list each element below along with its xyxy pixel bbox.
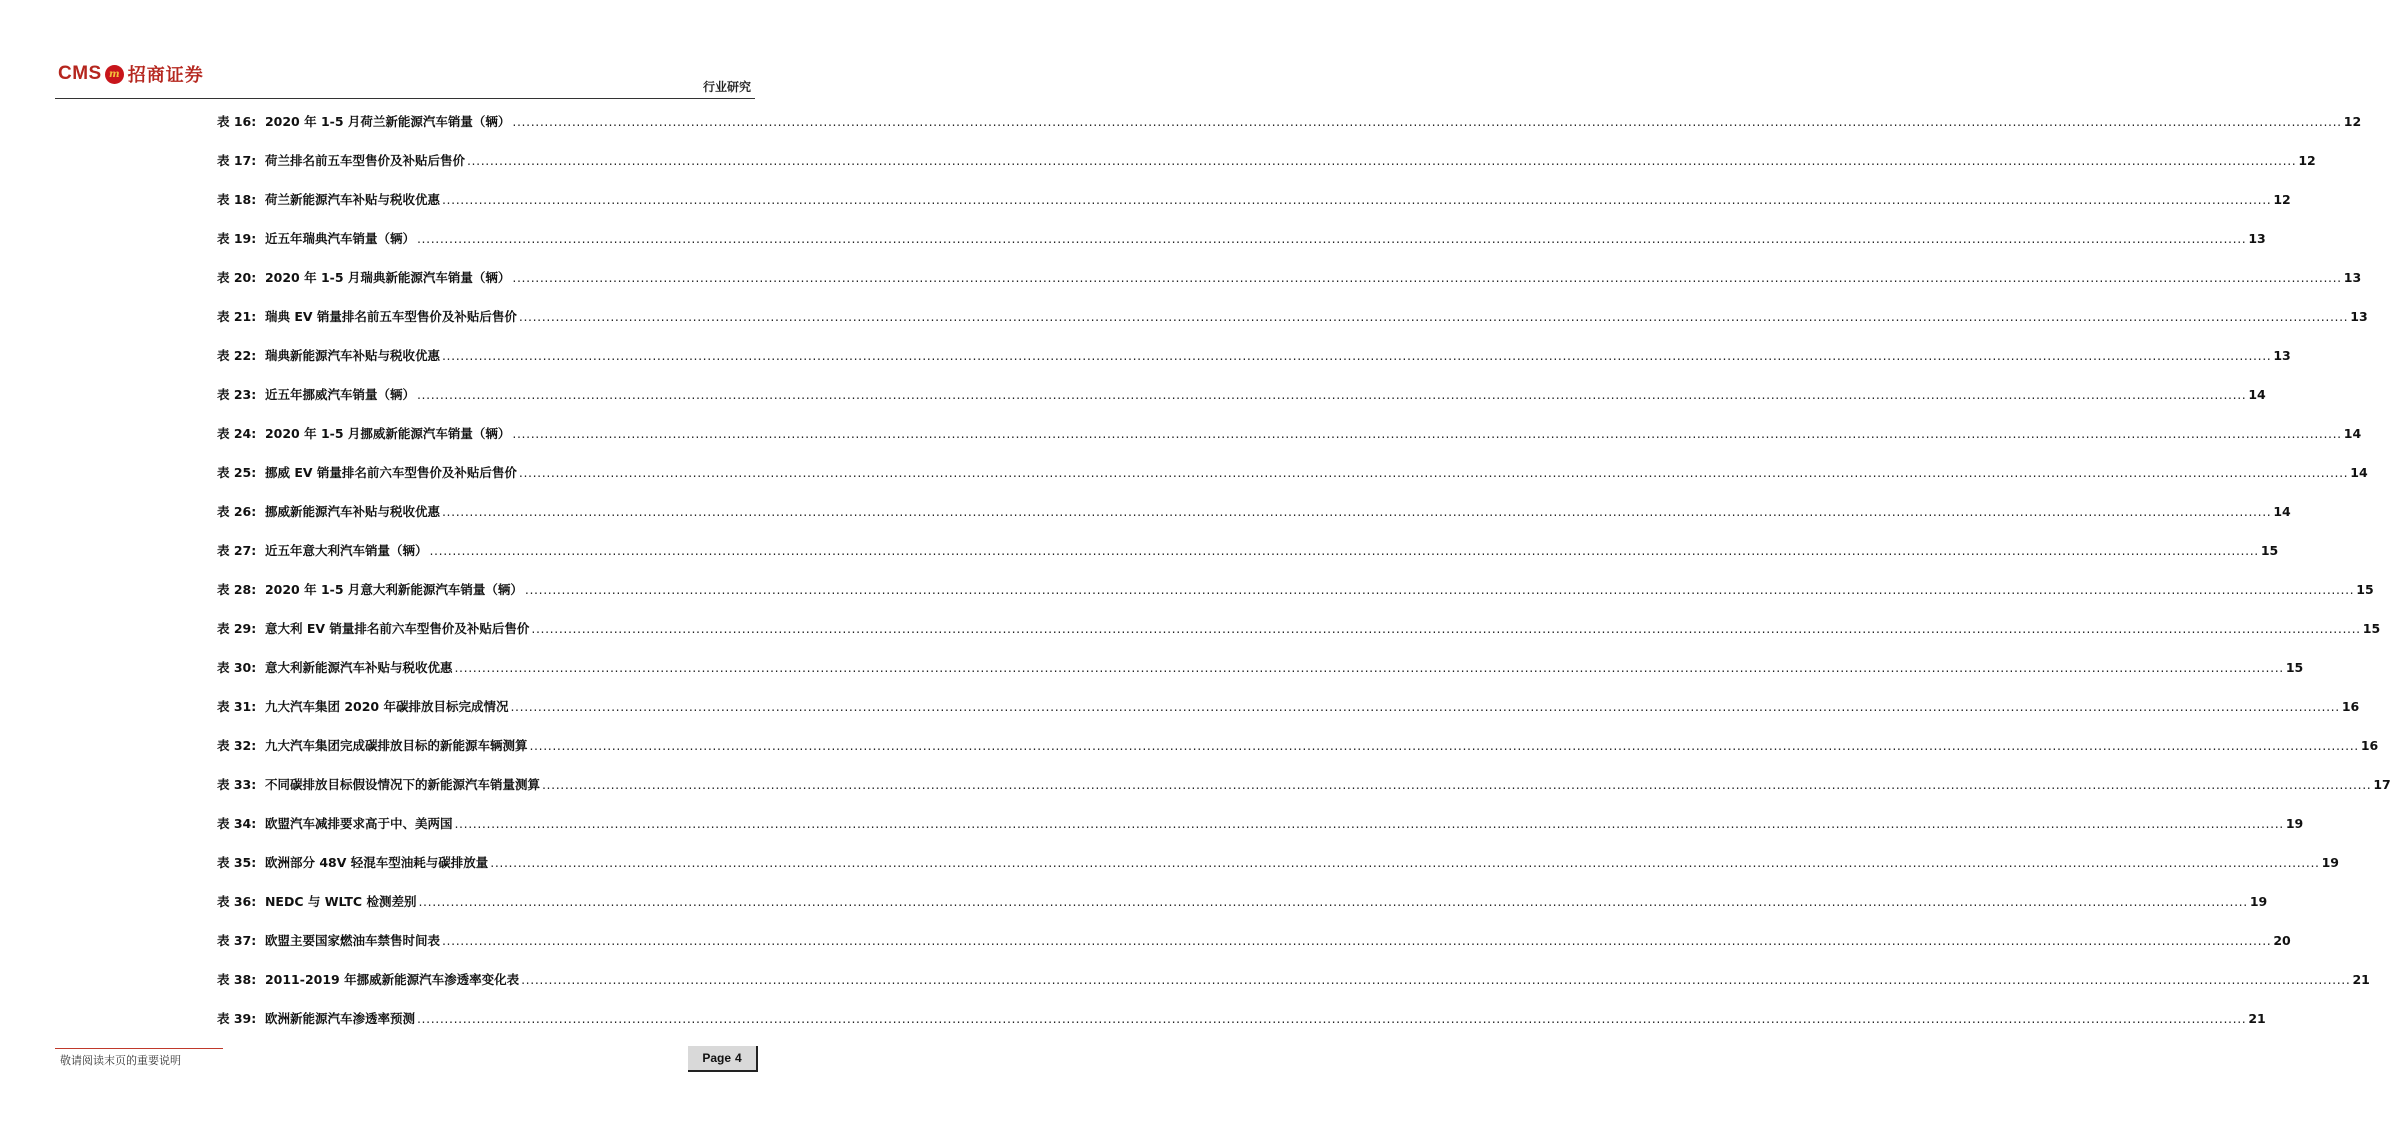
- toc-dot-leader: ................................................................................................................................................................................................................................................................................................................................................................................................................: [441, 192, 2272, 207]
- toc-dot-leader: ................................................................................................................................................................................................................................................................................................................................................................................................................: [531, 621, 2361, 636]
- toc-entry[interactable]: [217, 502, 2291, 522]
- toc-dot-leader: ................................................................................................................................................................................................................................................................................................................................................................................................................: [466, 153, 2297, 168]
- toc-entry-title: 九大汽车集团 2020 年碳排放目标完成情况: [264, 699, 509, 714]
- toc-entry-label: 表 16:: [217, 114, 257, 129]
- toc-dot-leader: ................................................................................................................................................................................................................................................................................................................................................................................................................: [518, 309, 2349, 324]
- toc-entry-page: 19: [2249, 894, 2268, 909]
- toc-entry-title: 意大利 EV 销量排名前六车型售价及补贴后售价: [264, 621, 530, 636]
- toc-entry-label: 表 31:: [217, 699, 257, 714]
- toc-entry-title: 2020 年 1-5 月荷兰新能源汽车销量（辆）: [264, 114, 511, 129]
- toc-entry-title: 2020 年 1-5 月意大利新能源汽车销量（辆）: [264, 582, 523, 597]
- toc-entry[interactable]: [217, 346, 2291, 366]
- toc-entry-page: 14: [2273, 504, 2291, 519]
- toc-entry-title: 欧洲新能源汽车渗透率预测: [264, 1011, 415, 1026]
- toc-entry[interactable]: [217, 892, 2268, 912]
- toc-entry[interactable]: [217, 970, 2370, 990]
- logo-cms-text: CMS: [58, 63, 102, 84]
- toc-entry-page: 13: [2343, 270, 2362, 285]
- toc-entry[interactable]: [217, 112, 2362, 132]
- toc-entry-title: 瑞典新能源汽车补贴与税收优惠: [264, 348, 440, 363]
- toc-entry-label: 表 30:: [217, 660, 257, 675]
- toc-entry-title: 近五年瑞典汽车销量（辆）: [264, 231, 415, 246]
- toc-entry-page: 19: [2321, 855, 2340, 870]
- toc-entry-page: 15: [2285, 660, 2304, 675]
- toc-entry-title: NEDC 与 WLTC 检测差别: [264, 894, 417, 909]
- toc-dot-leader: ................................................................................................................................................................................................................................................................................................................................................................................................................: [454, 816, 2284, 831]
- toc-entry[interactable]: [217, 697, 2360, 717]
- toc-entry-page: 14: [2350, 465, 2368, 480]
- toc-entry-page: 15: [2260, 543, 2279, 558]
- toc-entry[interactable]: [217, 307, 2368, 327]
- toc-entry-label: 表 38:: [217, 972, 257, 987]
- toc-dot-leader: ................................................................................................................................................................................................................................................................................................................................................................................................................: [529, 738, 2359, 753]
- page-header: [0, 0, 793, 100]
- toc-entry-label: 表 24:: [217, 426, 257, 441]
- toc-entry[interactable]: [217, 229, 2266, 249]
- toc-entry-label: 表 17:: [217, 153, 257, 168]
- toc-entry-label: 表 39:: [217, 1011, 257, 1026]
- toc-entry[interactable]: [217, 853, 2340, 873]
- toc-dot-leader: ................................................................................................................................................................................................................................................................................................................................................................................................................: [518, 465, 2349, 480]
- toc-entry-page: 13: [2350, 309, 2368, 324]
- toc-entry-label: 表 34:: [217, 816, 257, 831]
- toc-dot-leader: ................................................................................................................................................................................................................................................................................................................................................................................................................: [429, 543, 2259, 558]
- toc-entry-title: 荷兰排名前五车型售价及补贴后售价: [264, 153, 465, 168]
- logo-badge-icon: m: [105, 65, 124, 84]
- toc-entry-page: 21: [2352, 972, 2370, 987]
- toc-entry-title: 九大汽车集团完成碳排放目标的新能源车辆测算: [264, 738, 528, 753]
- toc-dot-leader: ................................................................................................................................................................................................................................................................................................................................................................................................................: [512, 114, 2342, 129]
- toc-entry-label: 表 35:: [217, 855, 257, 870]
- toc-entry-label: 表 33:: [217, 777, 257, 792]
- toc-entry-page: 19: [2285, 816, 2304, 831]
- toc-entry-label: 表 19:: [217, 231, 257, 246]
- toc-entry-title: 欧盟主要国家燃油车禁售时间表: [264, 933, 440, 948]
- toc-entry-page: 14: [2343, 426, 2362, 441]
- section-label: 行业研究: [702, 80, 751, 94]
- toc-entry-title: 挪威新能源汽车补贴与税收优惠: [264, 504, 440, 519]
- toc-dot-leader: ................................................................................................................................................................................................................................................................................................................................................................................................................: [441, 933, 2272, 948]
- toc-entry-label: 表 22:: [217, 348, 257, 363]
- toc-dot-leader: ................................................................................................................................................................................................................................................................................................................................................................................................................: [418, 894, 2248, 909]
- page-number-box: [688, 1046, 758, 1072]
- toc-entry-label: 表 26:: [217, 504, 257, 519]
- toc-entry-page: 15: [2362, 621, 2381, 636]
- toc-entry[interactable]: [217, 385, 2266, 405]
- footer-divider: [55, 1048, 223, 1049]
- toc-entry[interactable]: [217, 775, 2391, 795]
- toc-entry-label: 表 23:: [217, 387, 257, 402]
- toc-entry-title: 不同碳排放目标假设情况下的新能源汽车销量测算: [264, 777, 540, 792]
- toc-entry-page: 12: [2298, 153, 2316, 168]
- toc-entry[interactable]: [217, 190, 2291, 210]
- toc-entry-label: 表 37:: [217, 933, 257, 948]
- toc-entry-label: 表 28:: [217, 582, 257, 597]
- toc-entry-title: 2020 年 1-5 月瑞典新能源汽车销量（辆）: [264, 270, 511, 285]
- toc-entry-page: 13: [2273, 348, 2291, 363]
- page-number: 4: [735, 1051, 742, 1065]
- toc-entry-title: 意大利新能源汽车补贴与税收优惠: [264, 660, 453, 675]
- toc-entry[interactable]: [217, 658, 2304, 678]
- toc-entry-title: 挪威 EV 销量排名前六车型售价及补贴后售价: [264, 465, 517, 480]
- toc-dot-leader: ................................................................................................................................................................................................................................................................................................................................................................................................................: [416, 1011, 2247, 1026]
- toc-entry-title: 近五年意大利汽车销量（辆）: [264, 543, 428, 558]
- toc-dot-leader: ................................................................................................................................................................................................................................................................................................................................................................................................................: [454, 660, 2284, 675]
- toc-entry[interactable]: [217, 268, 2362, 288]
- toc-dot-leader: ................................................................................................................................................................................................................................................................................................................................................................................................................: [512, 426, 2342, 441]
- toc-dot-leader: ................................................................................................................................................................................................................................................................................................................................................................................................................: [512, 270, 2342, 285]
- disclaimer-note: 敬请阅读末页的重要说明: [60, 1054, 181, 1067]
- toc-dot-leader: ................................................................................................................................................................................................................................................................................................................................................................................................................: [510, 699, 2340, 714]
- toc-entry-title: 欧盟汽车减排要求高于中、美两国: [264, 816, 453, 831]
- cms-logo: [58, 60, 204, 88]
- toc-entry[interactable]: [217, 151, 2316, 171]
- toc-dot-leader: ................................................................................................................................................................................................................................................................................................................................................................................................................: [521, 972, 2351, 987]
- toc-dot-leader: ................................................................................................................................................................................................................................................................................................................................................................................................................: [441, 504, 2272, 519]
- header-divider: [55, 98, 755, 99]
- toc-entry[interactable]: [217, 736, 2379, 756]
- toc-entry-label: 表 27:: [217, 543, 257, 558]
- toc-entry-page: 16: [2360, 738, 2379, 753]
- toc-entry[interactable]: [217, 931, 2291, 951]
- toc-entry-label: 表 29:: [217, 621, 257, 636]
- toc-dot-leader: ................................................................................................................................................................................................................................................................................................................................................................................................................: [490, 855, 2320, 870]
- toc-entry-page: 12: [2343, 114, 2362, 129]
- toc-entry-title: 2020 年 1-5 月挪威新能源汽车销量（辆）: [264, 426, 511, 441]
- toc-entry-title: 瑞典 EV 销量排名前五车型售价及补贴后售价: [264, 309, 517, 324]
- toc-entry-title: 荷兰新能源汽车补贴与税收优惠: [264, 192, 440, 207]
- toc-entry-page: 15: [2356, 582, 2374, 597]
- toc-dot-leader: ................................................................................................................................................................................................................................................................................................................................................................................................................: [524, 582, 2355, 597]
- toc-entry-label: 表 20:: [217, 270, 257, 285]
- toc-entry-title: 欧洲部分 48V 轻混车型油耗与碳排放量: [264, 855, 489, 870]
- toc-entry-page: 21: [2248, 1011, 2266, 1026]
- toc-entry-label: 表 25:: [217, 465, 257, 480]
- logo-company-name: 招商证券: [127, 65, 204, 86]
- toc-entry-label: 表 21:: [217, 309, 257, 324]
- toc-entry-page: 20: [2273, 933, 2291, 948]
- toc-entry[interactable]: [217, 541, 2279, 561]
- toc-entry[interactable]: [217, 619, 2381, 639]
- toc-entry-label: 表 32:: [217, 738, 257, 753]
- toc-dot-leader: ................................................................................................................................................................................................................................................................................................................................................................................................................: [541, 777, 2372, 792]
- toc-entry-page: 17: [2373, 777, 2391, 792]
- toc-entry[interactable]: [217, 463, 2368, 483]
- toc-entry-title: 近五年挪威汽车销量（辆）: [264, 387, 415, 402]
- toc-entry-page: 14: [2248, 387, 2266, 402]
- toc-entry-title: 2011-2019 年挪威新能源汽车渗透率变化表: [264, 972, 520, 987]
- toc-dot-leader: ................................................................................................................................................................................................................................................................................................................................................................................................................: [416, 387, 2247, 402]
- toc-entry-page: 13: [2248, 231, 2266, 246]
- page-word: Page: [702, 1051, 731, 1065]
- toc-entry[interactable]: [217, 1009, 2266, 1029]
- toc-dot-leader: ................................................................................................................................................................................................................................................................................................................................................................................................................: [441, 348, 2272, 363]
- toc-entry-page: 12: [2273, 192, 2291, 207]
- toc-entry[interactable]: [217, 580, 2374, 600]
- toc-entry-page: 16: [2341, 699, 2360, 714]
- toc-dot-leader: ................................................................................................................................................................................................................................................................................................................................................................................................................: [416, 231, 2247, 246]
- toc-entry[interactable]: [217, 814, 2304, 834]
- toc-entry-label: 表 18:: [217, 192, 257, 207]
- toc-entry-label: 表 36:: [217, 894, 257, 909]
- toc-entry[interactable]: [217, 424, 2362, 444]
